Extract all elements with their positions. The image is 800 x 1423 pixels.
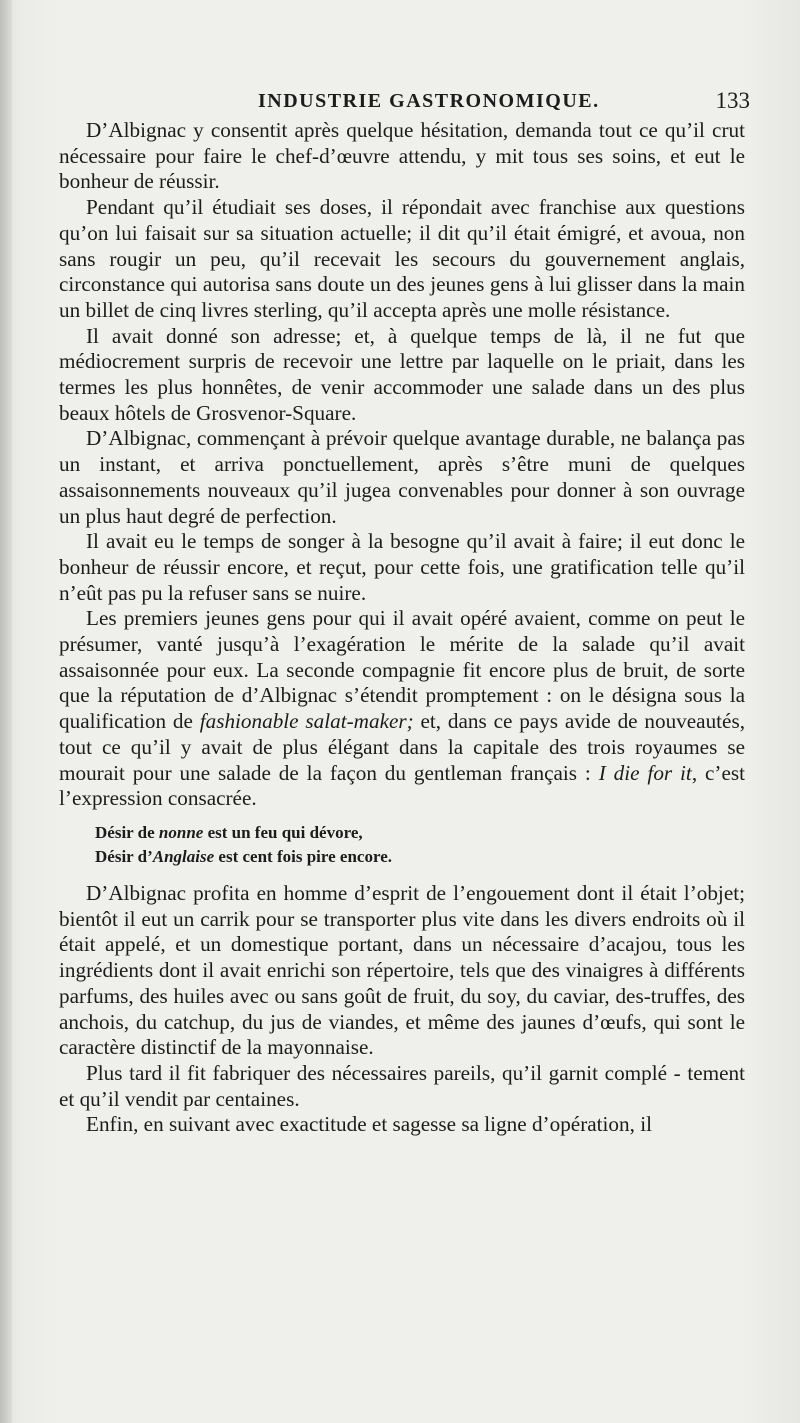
paragraph-6-text-b: et, dans ce pays avide de nouveautés, tout ce qu’il y avait de plus élégant dans la capitale des trois royaumes se mourait pour une salade de la façon du gentleman français : — [59, 709, 745, 785]
paragraph-8: Plus tard il fit fabriquer des nécessaires pareils, qu’il garnit complé - tement et qu’il vendit par centaines. — [59, 1060, 745, 1111]
paragraph-6-italic-fashionable: fashionable salat-maker; — [199, 709, 414, 734]
paragraph-4: D’Albignac, commençant à prévoir quelque avantage durable, ne balança pas un instant, et arriva ponctuellement, après s’être muni de quelques assaisonnements nouveaux qu’il jugea convenables pour donner à son ouvrage un plus haut degré de perfection. — [59, 426, 745, 528]
verse-line-1-b: est un feu qui dévore, — [203, 822, 363, 842]
verse-line-1 — [95, 821, 745, 845]
page-header — [110, 88, 750, 122]
paragraph-6-italic-idie: I die for it — [598, 760, 692, 785]
paragraph-3: Il avait donné son adresse; et, à quelque temps de là, il ne fut que médiocrement surpris de recevoir une lettre par laquelle on le priait, dans les termes les plus honnêtes, de venir accommoder une salade dans un des plus beaux hôtels de Grosvenor-Square. — [59, 323, 745, 425]
paragraph-6-text-a: Les premiers jeunes gens pour qui il avait opéré avaient, comme on peut le présumer, vanté jusqu’à l’exagération le mérite de la salade qu’il avait assaisonnée pour eux. La seconde compagnie fit encore plus de bruit, de sorte que la réputation de d’Albignac s’étendit promptement : on le désigna sous la qualification de — [59, 606, 745, 734]
paragraph-2: Pendant qu’il étudiait ses doses, il répondait avec franchise aux questions qu’on lui faisait sur sa situation actuelle; il dit qu’il était émigré, et avoua, non sans rougir un peu, qu’il recevait les secours du gouvernement anglais, circonstance qui autorisa sans doute un des jeunes gens à lui glisser dans la main un billet de cinq livres sterling, qu’il accepta après une molle résistance. — [59, 195, 745, 322]
verse-quote — [59, 821, 745, 869]
paragraph-6-text-c: , c’est l’expression consacrée. — [59, 760, 745, 811]
verse-line-2-b: est cent fois pire encore. — [214, 846, 392, 866]
body-text — [59, 118, 745, 1138]
running-title: INDUSTRIE GASTRONOMIQUE. — [258, 90, 600, 112]
paragraph-7: D’Albignac profita en homme d’esprit de l’engouement dont il était l’objet; bientôt il eut un carrik pour se transporter plus vite dans les divers endroits où il était appelé, et un domestique portant, dans un nécessaire d’acajou, tous les ingrédients dont il avait enrichi son répertoire, tels que des vinaigres à différents parfums, des huiles avec ou sans goût de fruit, du soy, du caviar, des-truffes, des anchois, du catchup, du jus de viandes, et même des jaunes d’œufs, qui sont le caractère distinctif de la mayonnaise. — [59, 880, 745, 1060]
verse-line-2-italic: Anglaise — [152, 846, 215, 866]
paragraph-9: Enfin, en suivant avec exactitude et sagesse sa ligne d’opération, il — [86, 1112, 652, 1137]
page-number: 133 — [715, 88, 750, 113]
verse-line-2-a: Désir d’ — [95, 846, 153, 866]
page-binding-edge — [0, 0, 12, 1423]
paragraph-6 — [59, 606, 745, 812]
verse-line-2 — [95, 845, 745, 869]
paragraph-1: D’Albignac y consentit après quelque hésitation, demanda tout ce qu’il crut nécessaire pour faire le chef-d’œuvre attendu, y mit tous ses soins, et eut le bonheur de réussir. — [59, 118, 745, 194]
paragraph-5: Il avait eu le temps de songer à la besogne qu’il avait à faire; il eut donc le bonheur de réussir encore, et reçut, pour cette fois, une gratification telle qu’il n’eût pas pu la refuser sans se nuire. — [59, 529, 745, 605]
verse-line-1-italic: nonne — [158, 822, 204, 842]
verse-line-1-a: Désir de — [95, 822, 159, 842]
